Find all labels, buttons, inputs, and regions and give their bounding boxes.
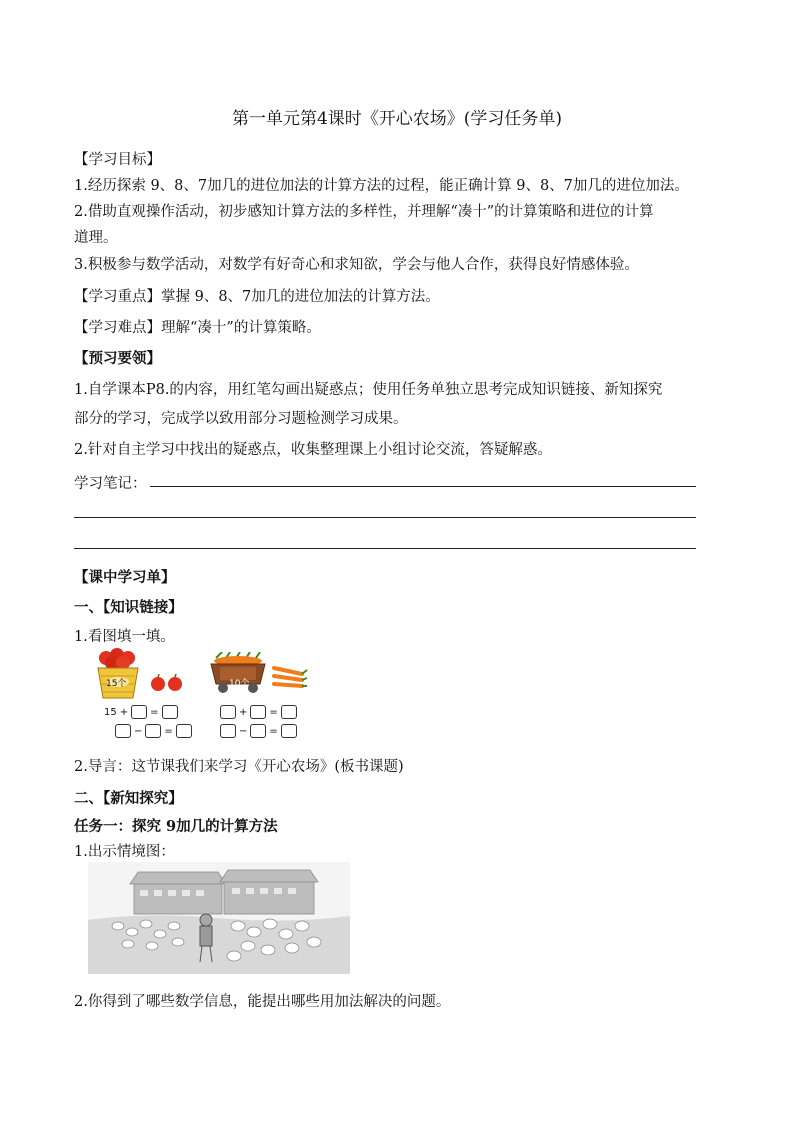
answer-box[interactable] xyxy=(145,724,161,738)
carrot-subtraction-row xyxy=(220,724,297,738)
farm-scene-image xyxy=(88,862,350,974)
apple-basket-icon xyxy=(92,646,144,702)
section1-title: 【知识链接】 xyxy=(103,599,183,616)
answer-box[interactable] xyxy=(281,724,297,738)
preview-item-2: 2.针对自主学习中找出的疑惑点，收集整理课上小组讨论交流，答疑解惑。 xyxy=(74,442,552,458)
answer-box[interactable] xyxy=(115,724,131,738)
section1-item-2: 2.导言：这节课我们来学习《开心农场》(板书课题) xyxy=(74,759,404,775)
eq1-start: 15 xyxy=(104,706,117,718)
section2-title: 【新知探究】 xyxy=(103,790,183,807)
section1-item-1: 1.看图填一填。 xyxy=(74,629,175,645)
preview-item-1: 1.自学课本P8.的内容，用红笔勾画出疑惑点；使用任务单独立思考完成知识链接、新知探究 xyxy=(74,382,663,398)
apple-subtraction-row xyxy=(115,724,192,738)
notes-line-1[interactable] xyxy=(150,486,696,487)
difficulty-text: 理解“凑十”的计算策略。 xyxy=(161,320,321,336)
plus-sign: + xyxy=(239,706,248,718)
equals-sign: = xyxy=(150,706,159,718)
key-point-label: 【学习重点】 xyxy=(74,289,161,305)
answer-box[interactable] xyxy=(220,724,236,738)
carrots-icon xyxy=(270,660,308,694)
section2-heading xyxy=(74,787,183,808)
plus-sign: + xyxy=(119,706,129,718)
section1-heading xyxy=(74,596,183,617)
section2-item-2: 2.你得到了哪些数学信息，能提出哪些用加法解决的问题。 xyxy=(74,994,451,1010)
key-point-text: 掌握 9、8、7加几的进位加法的计算方法。 xyxy=(161,289,440,305)
goal-1: 1.经历探索 9、8、7加几的进位加法的计算方法的过程，能正确计算 9、8、7加几的进位加法。 xyxy=(74,178,689,194)
preview-item-1-cont: 部分的学习，完成学以致用部分习题检测学习成果。 xyxy=(74,411,408,427)
difficulty-label: 【学习难点】 xyxy=(74,320,161,336)
goal-2: 2.借助直观操作活动，初步感知计算方法的多样性，并理解“凑十”的计算策略和进位的计算 xyxy=(74,204,654,220)
in-class-heading: 【课中学习单】 xyxy=(74,569,176,586)
key-point xyxy=(74,285,440,306)
goal-3: 3.积极参与数学活动，对数学有好奇心和求知欲，学会与他人合作，获得良好情感体验。 xyxy=(74,257,639,273)
equals-sign: = xyxy=(164,725,173,737)
answer-box[interactable] xyxy=(162,705,178,719)
task1-heading: 任务一：探究 9加几的计算方法 xyxy=(74,818,278,835)
minus-sign: − xyxy=(239,725,248,737)
apple-addition-row xyxy=(104,705,178,719)
basket-label: 15个 xyxy=(106,679,127,689)
answer-box[interactable] xyxy=(220,705,236,719)
answer-box[interactable] xyxy=(131,705,147,719)
answer-box[interactable] xyxy=(250,724,266,738)
notes-label: 学习笔记： xyxy=(74,476,147,492)
preview-heading: 【预习要领】 xyxy=(74,350,161,367)
goals-heading: 【学习目标】 xyxy=(74,152,161,168)
minus-sign: − xyxy=(134,725,143,737)
answer-box[interactable] xyxy=(250,705,266,719)
cart-label: 10个 xyxy=(229,679,250,689)
notes-line-3[interactable] xyxy=(74,548,696,549)
answer-box[interactable] xyxy=(281,705,297,719)
two-apples-icon xyxy=(150,674,184,692)
section1-prefix: 一、 xyxy=(74,599,103,616)
equals-sign: = xyxy=(269,725,278,737)
section2-prefix: 二、 xyxy=(74,790,103,807)
answer-box[interactable] xyxy=(176,724,192,738)
carrot-addition-row xyxy=(220,705,297,719)
goal-2-cont: 道理。 xyxy=(74,230,118,246)
section2-item-1: 1.出示情境图： xyxy=(74,844,175,860)
page-title: 第一单元第4课时《开心农场》(学习任务单) xyxy=(231,109,563,129)
notes-line-2[interactable] xyxy=(74,517,696,518)
difficulty xyxy=(74,316,321,337)
equals-sign: = xyxy=(269,706,278,718)
